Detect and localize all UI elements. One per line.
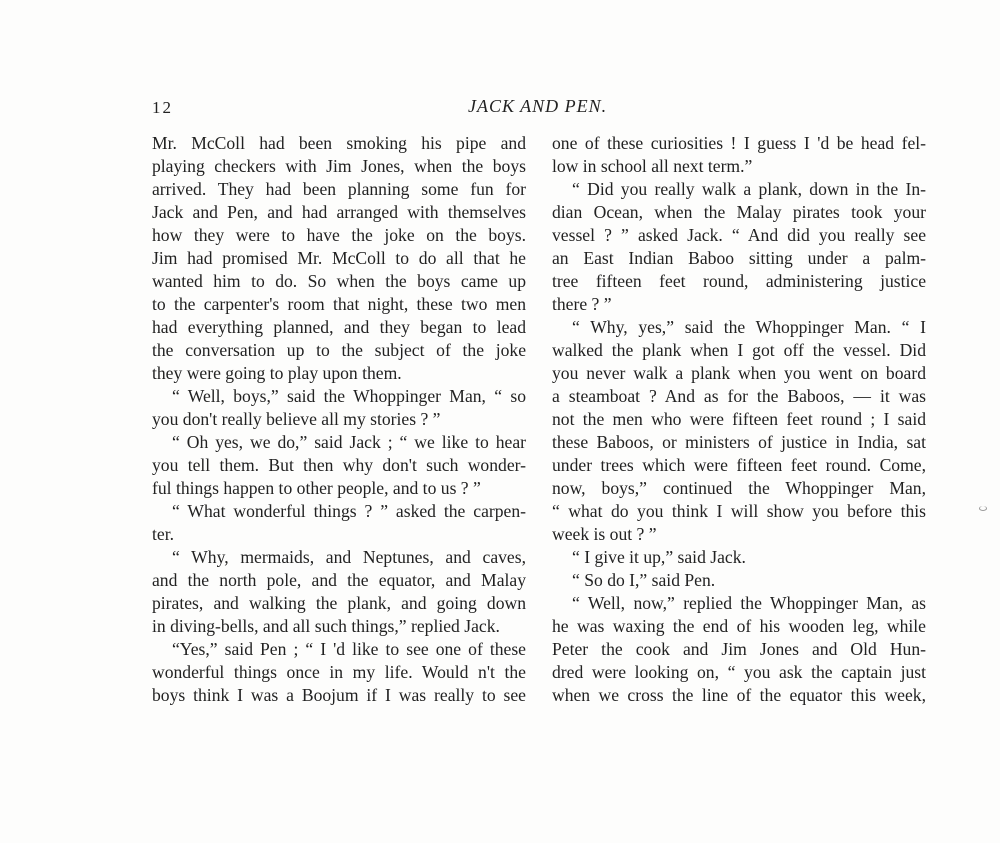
text-line: “ Why, yes,” said the Whoppinger Man. “ I — [572, 317, 926, 337]
text-line: wanted him to do. So when the boys came up — [152, 271, 526, 291]
text-line: walked the plank when I got off the vessel. Did — [552, 340, 926, 360]
text-line: “ what do you think I will show you before this — [552, 501, 926, 521]
text-line: low in school all next term.” — [552, 156, 753, 176]
page-number: 12 — [152, 98, 173, 117]
text-line: there ? ” — [552, 294, 612, 314]
text-line: how they were to have the joke on the boys. — [152, 225, 526, 245]
text-line: and the north pole, and the equator, and Malay — [152, 570, 526, 590]
text-line: to the carpenter's room that night, these two men — [152, 294, 526, 314]
text-line: you don't really believe all my stories ? ” — [152, 409, 441, 429]
text-line: an East Indian Baboo sitting under a palm- — [552, 248, 926, 268]
text-line: not the men who were fifteen feet round ; I said — [552, 409, 926, 429]
text-line: you tell them. But then why don't such wonder- — [152, 455, 526, 475]
text-line: “ Well, boys,” said the Whoppinger Man, “ so — [172, 386, 526, 406]
text-line: playing checkers with Jim Jones, when the boys — [152, 156, 526, 176]
text-line: Mr. McColl had been smoking his pipe and — [152, 133, 526, 153]
text-line: Peter the cook and Jim Jones and Old Hun- — [552, 639, 926, 659]
text-line: one of these curiosities ! I guess I 'd be head fel- — [552, 133, 926, 153]
text-line: these Baboos, or ministers of justice in India, sat — [552, 432, 926, 452]
text-line: dred were looking on, “ you ask the captain just — [552, 662, 926, 682]
text-line: “ Did you really walk a plank, down in the In- — [572, 179, 926, 199]
text-line: pirates, and walking the plank, and going down — [152, 593, 526, 613]
text-line: week is out ? ” — [552, 524, 657, 544]
text-line: under trees which were fifteen feet round. Come, — [552, 455, 926, 475]
text-line: “ Oh yes, we do,” said Jack ; “ we like to hear — [172, 432, 526, 452]
text-line: vessel ? ” asked Jack. “ And did you really see — [552, 225, 926, 245]
text-line: the conversation up to the subject of the joke — [152, 340, 526, 360]
text-line: tree fifteen feet round, administering justice — [552, 271, 926, 291]
text-line: now, boys,” continued the Whoppinger Man, — [552, 478, 926, 498]
text-line: arrived. They had been planning some fun for — [152, 179, 526, 199]
text-line: they were going to play upon them. — [152, 363, 402, 383]
text-line: “ Why, mermaids, and Neptunes, and caves, — [172, 547, 526, 567]
text-line: he was waxing the end of his wooden leg, while — [552, 616, 926, 636]
left-text-column — [152, 132, 526, 707]
text-line: in diving-bells, and all such things,” replied Jack. — [152, 616, 500, 636]
text-line: dian Ocean, when the Malay pirates took your — [552, 202, 926, 222]
text-line: wonderful things once in my life. Would n't the — [152, 662, 526, 682]
text-line: boys think I was a Boojum if I was really to see — [152, 685, 526, 705]
text-line: had everything planned, and they began to lead — [152, 317, 526, 337]
text-line: “ So do I,” said Pen. — [572, 570, 716, 590]
text-line: “ What wonderful things ? ” asked the carpen- — [172, 501, 526, 521]
text-line: “Yes,” said Pen ; “ I 'd like to see one of these — [172, 639, 526, 659]
text-line: “ I give it up,” said Jack. — [572, 547, 746, 567]
right-text-column — [552, 132, 926, 707]
text-line: when we cross the line of the equator this week, — [552, 685, 926, 705]
text-line: a steamboat ? And as for the Baboos, — it was — [552, 386, 926, 406]
text-line: ful things happen to other people, and to us ? ” — [152, 478, 481, 498]
text-line: Jim had promised Mr. McColl to do all that he — [152, 248, 526, 268]
text-line: you never walk a plank when you went on board — [552, 363, 926, 383]
text-line: ter. — [152, 524, 174, 544]
page-speck-mark — [979, 506, 987, 511]
running-head: JACK AND PEN. — [468, 96, 608, 116]
text-line: Jack and Pen, and had arranged with themselves — [152, 202, 526, 222]
text-line: “ Well, now,” replied the Whoppinger Man, as — [572, 593, 926, 613]
